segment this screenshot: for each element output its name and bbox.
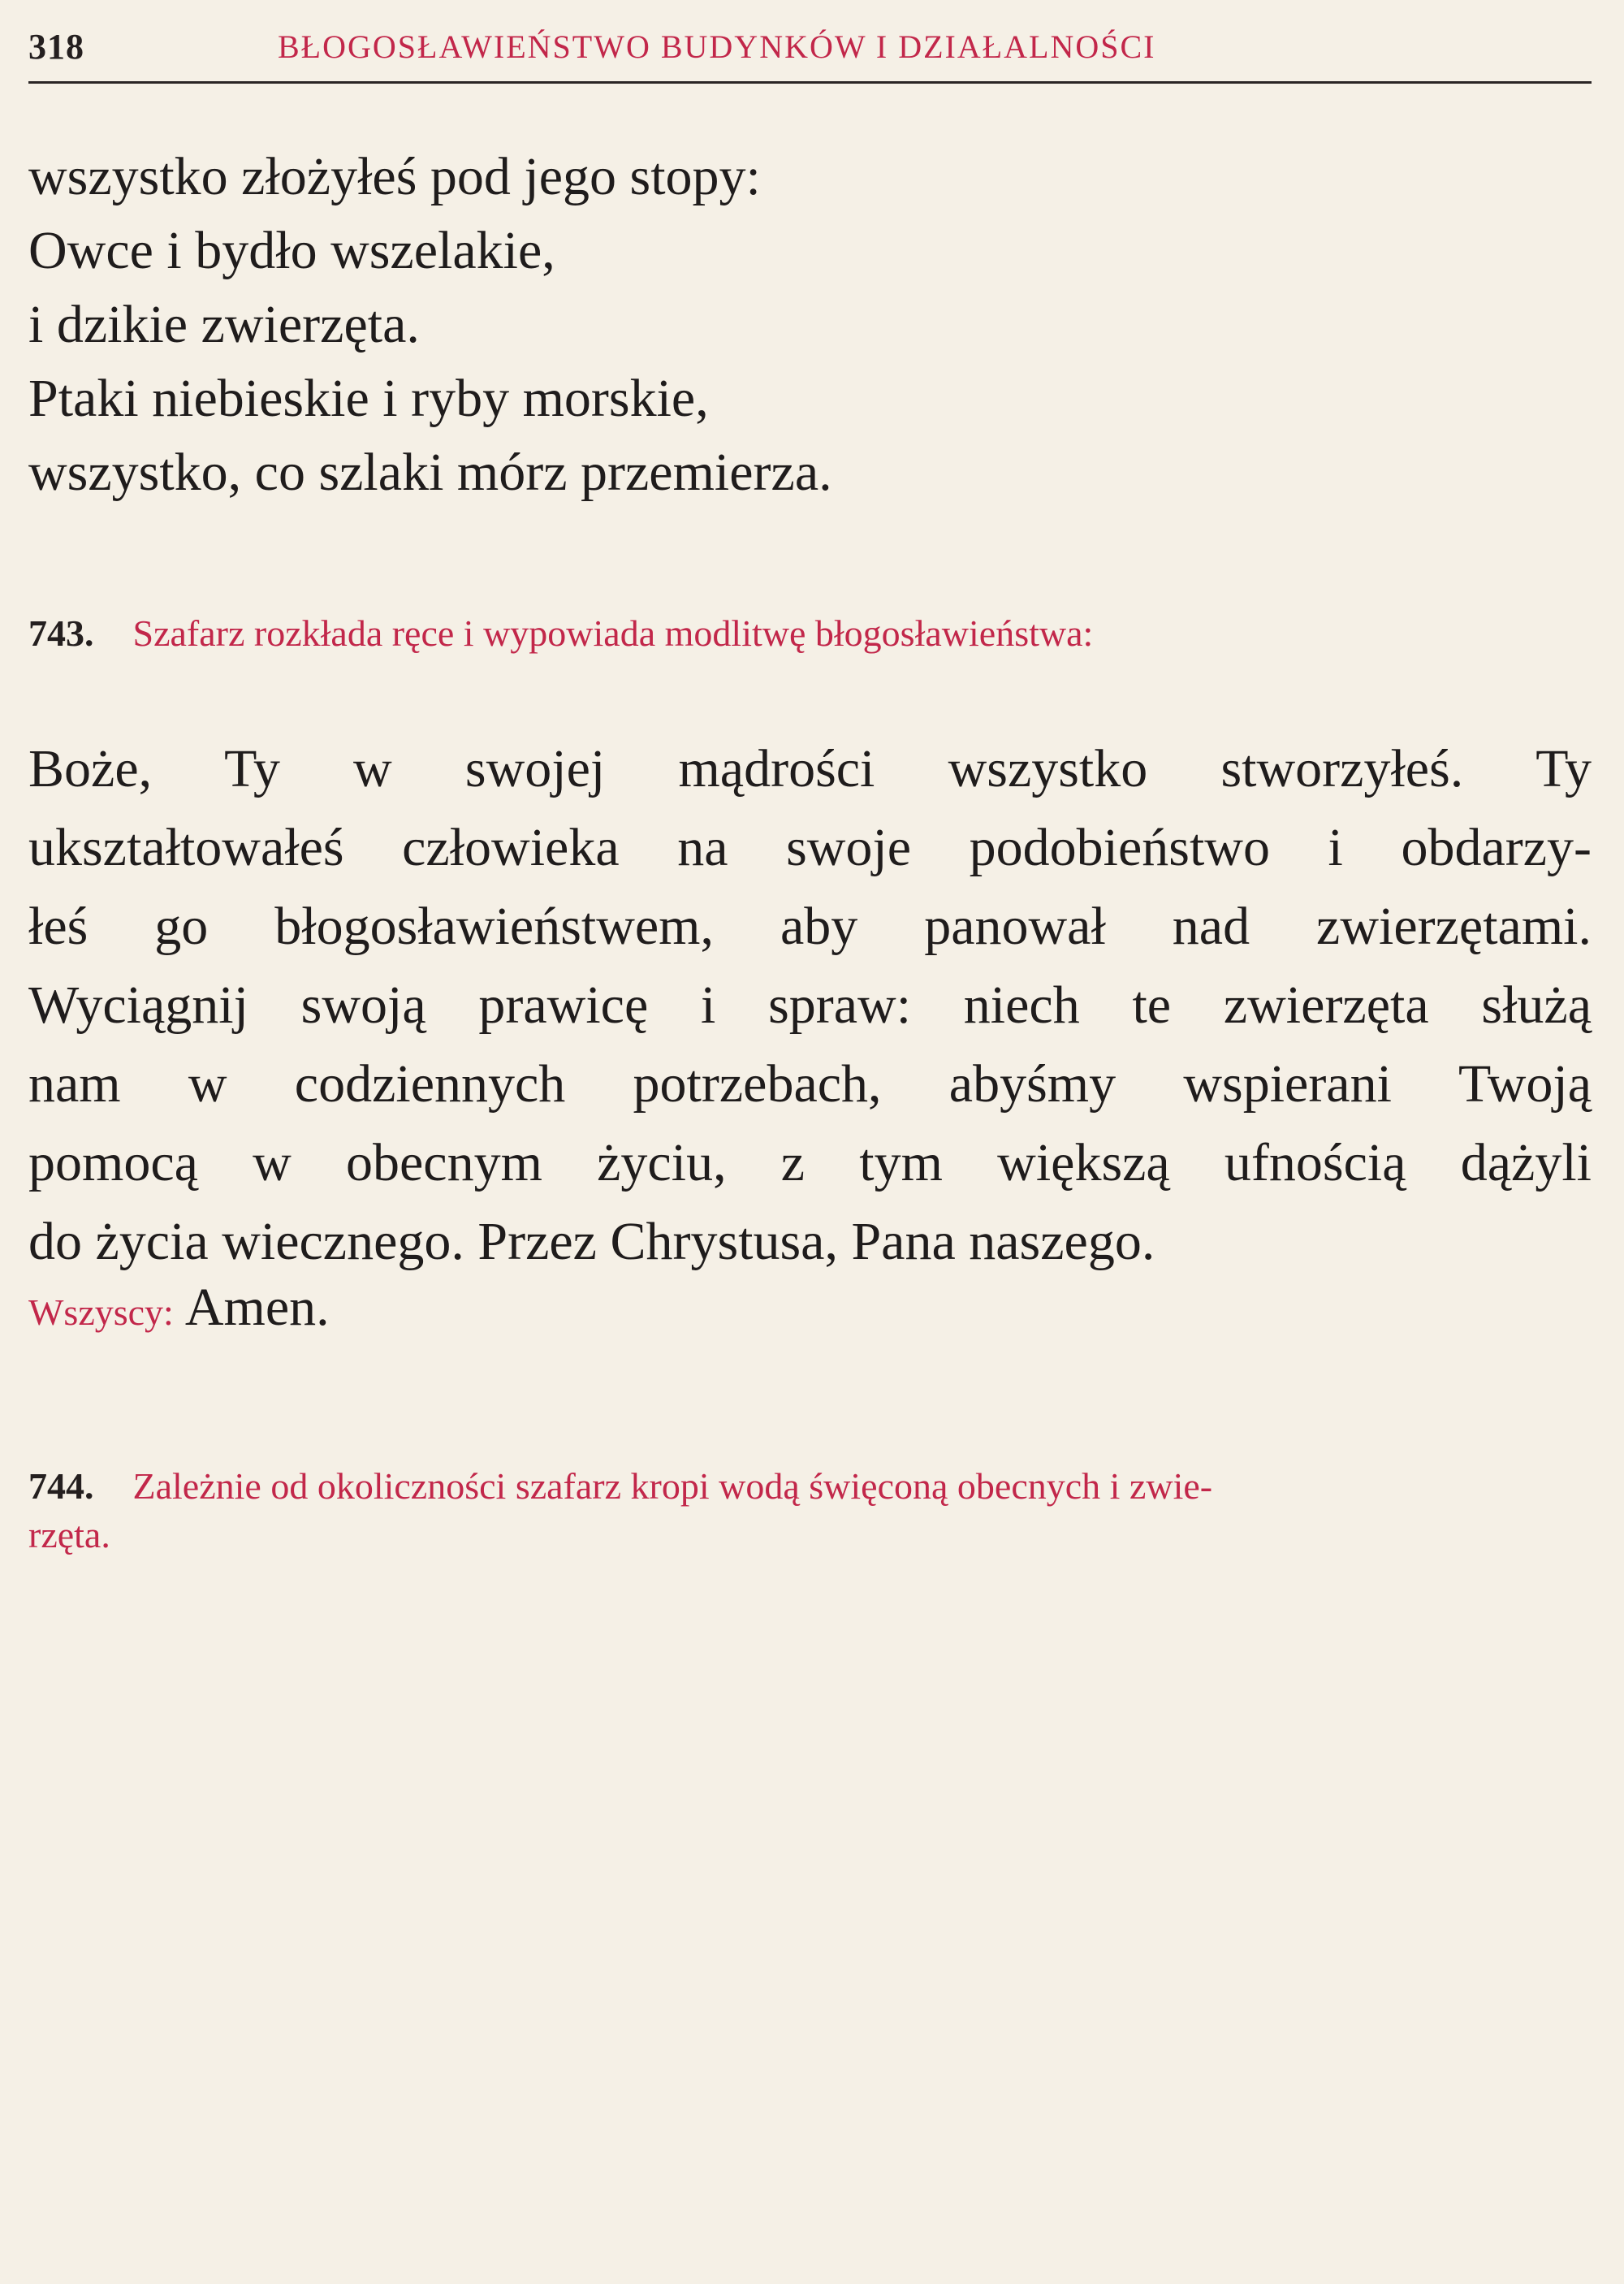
- psalm-text: [28, 140, 1490, 509]
- prayer-line: łeś go błogosławieństwem, aby panował nad zwierzętami.: [28, 897, 1592, 956]
- prayer-line: pomocą w obecnym życiu, z tym większą ufnością dążyli: [28, 1133, 1592, 1192]
- psalm-line: wszystko, co szlaki mórz przemierza.: [28, 443, 832, 502]
- section-number: 744.: [28, 1465, 94, 1507]
- rubric-744: [28, 1462, 1596, 1559]
- rubric-text: Zależnie od okoliczności szafarz kropi wodą święconą obecnych i zwie-: [132, 1465, 1213, 1507]
- psalm-line: Owce i bydło wszelakie,: [28, 221, 555, 280]
- page-header: [28, 23, 1592, 71]
- rubric-text: Szafarz rozkłada ręce i wypowiada modlitwę błogosławieństwa:: [132, 612, 1094, 654]
- psalm-line: wszystko złożyłeś pod jego stopy:: [28, 147, 761, 206]
- congregation-response: [28, 1275, 330, 1345]
- psalm-line: Ptaki niebieskie i ryby morskie,: [28, 369, 709, 428]
- response-speaker: Wszyscy:: [28, 1291, 174, 1333]
- rubric-743: [28, 609, 1596, 658]
- section-number: 743.: [28, 612, 94, 654]
- prayer-line: Boże, Ty w swojej mądrości wszystko stworzyłeś. Ty: [28, 739, 1592, 798]
- prayer-line: nam w codziennych potrzebach, abyśmy wspierani Twoją: [28, 1054, 1592, 1114]
- blessing-prayer: [28, 729, 1592, 1281]
- running-title: BŁOGOSŁAWIEŃSTWO BUDYNKÓW I DZIAŁALNOŚCI: [278, 28, 1156, 65]
- prayer-line: Wyciągnij swoją prawicę i spraw: niech te zwierzęta służą: [28, 975, 1592, 1035]
- rubric-text-continued: rzęta.: [28, 1514, 110, 1555]
- psalm-line: i dzikie zwierzęta.: [28, 295, 420, 354]
- response-text: Amen.: [184, 1278, 330, 1337]
- page-number: 318: [28, 27, 84, 67]
- header-divider: [28, 81, 1592, 84]
- prayer-line: do życia wiecznego. Przez Chrystusa, Pana naszego.: [28, 1212, 1155, 1271]
- prayer-line: ukształtowałeś człowieka na swoje podobieństwo i obdarzy-: [28, 818, 1592, 877]
